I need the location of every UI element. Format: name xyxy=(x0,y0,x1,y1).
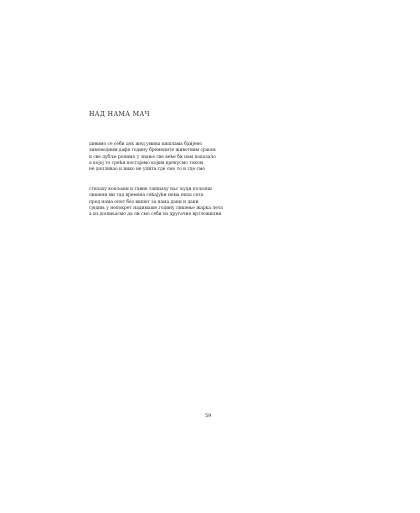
poem-title: НАД НАМА МАЧ xyxy=(89,111,150,118)
poem-line: сједињ у непокрет надимаше годину лишење жарка лета xyxy=(89,205,223,211)
poem-line: не допливао и нико не упита где смо то и где смо xyxy=(89,167,206,173)
stanza-2 xyxy=(89,187,223,218)
poem-line: а из допињасмо да ли смо себи из другачие вртложилни xyxy=(89,212,222,218)
poem-line: а којој то срећи постајемо којим кренусмо током xyxy=(89,160,204,166)
poem-line: зимоводним дафе годину бремените живогним сјаком xyxy=(89,148,216,154)
stanza-1 xyxy=(89,142,216,173)
poem-line: стизаху копљани и тавне таншаху нас људи полазни xyxy=(89,187,212,192)
poem-line: дивимо се себи док жед умива кишлама бдијено xyxy=(89,142,202,147)
poem-line: лишени ми тад времена сећајући нема низа сета xyxy=(89,193,204,199)
poem-line: и све дубље ронимо у знање све веће би нам показало xyxy=(89,154,216,160)
page-number: 59 xyxy=(205,413,212,419)
poem-line: пред нама опет без вишег за нама дани и дани xyxy=(89,199,199,205)
